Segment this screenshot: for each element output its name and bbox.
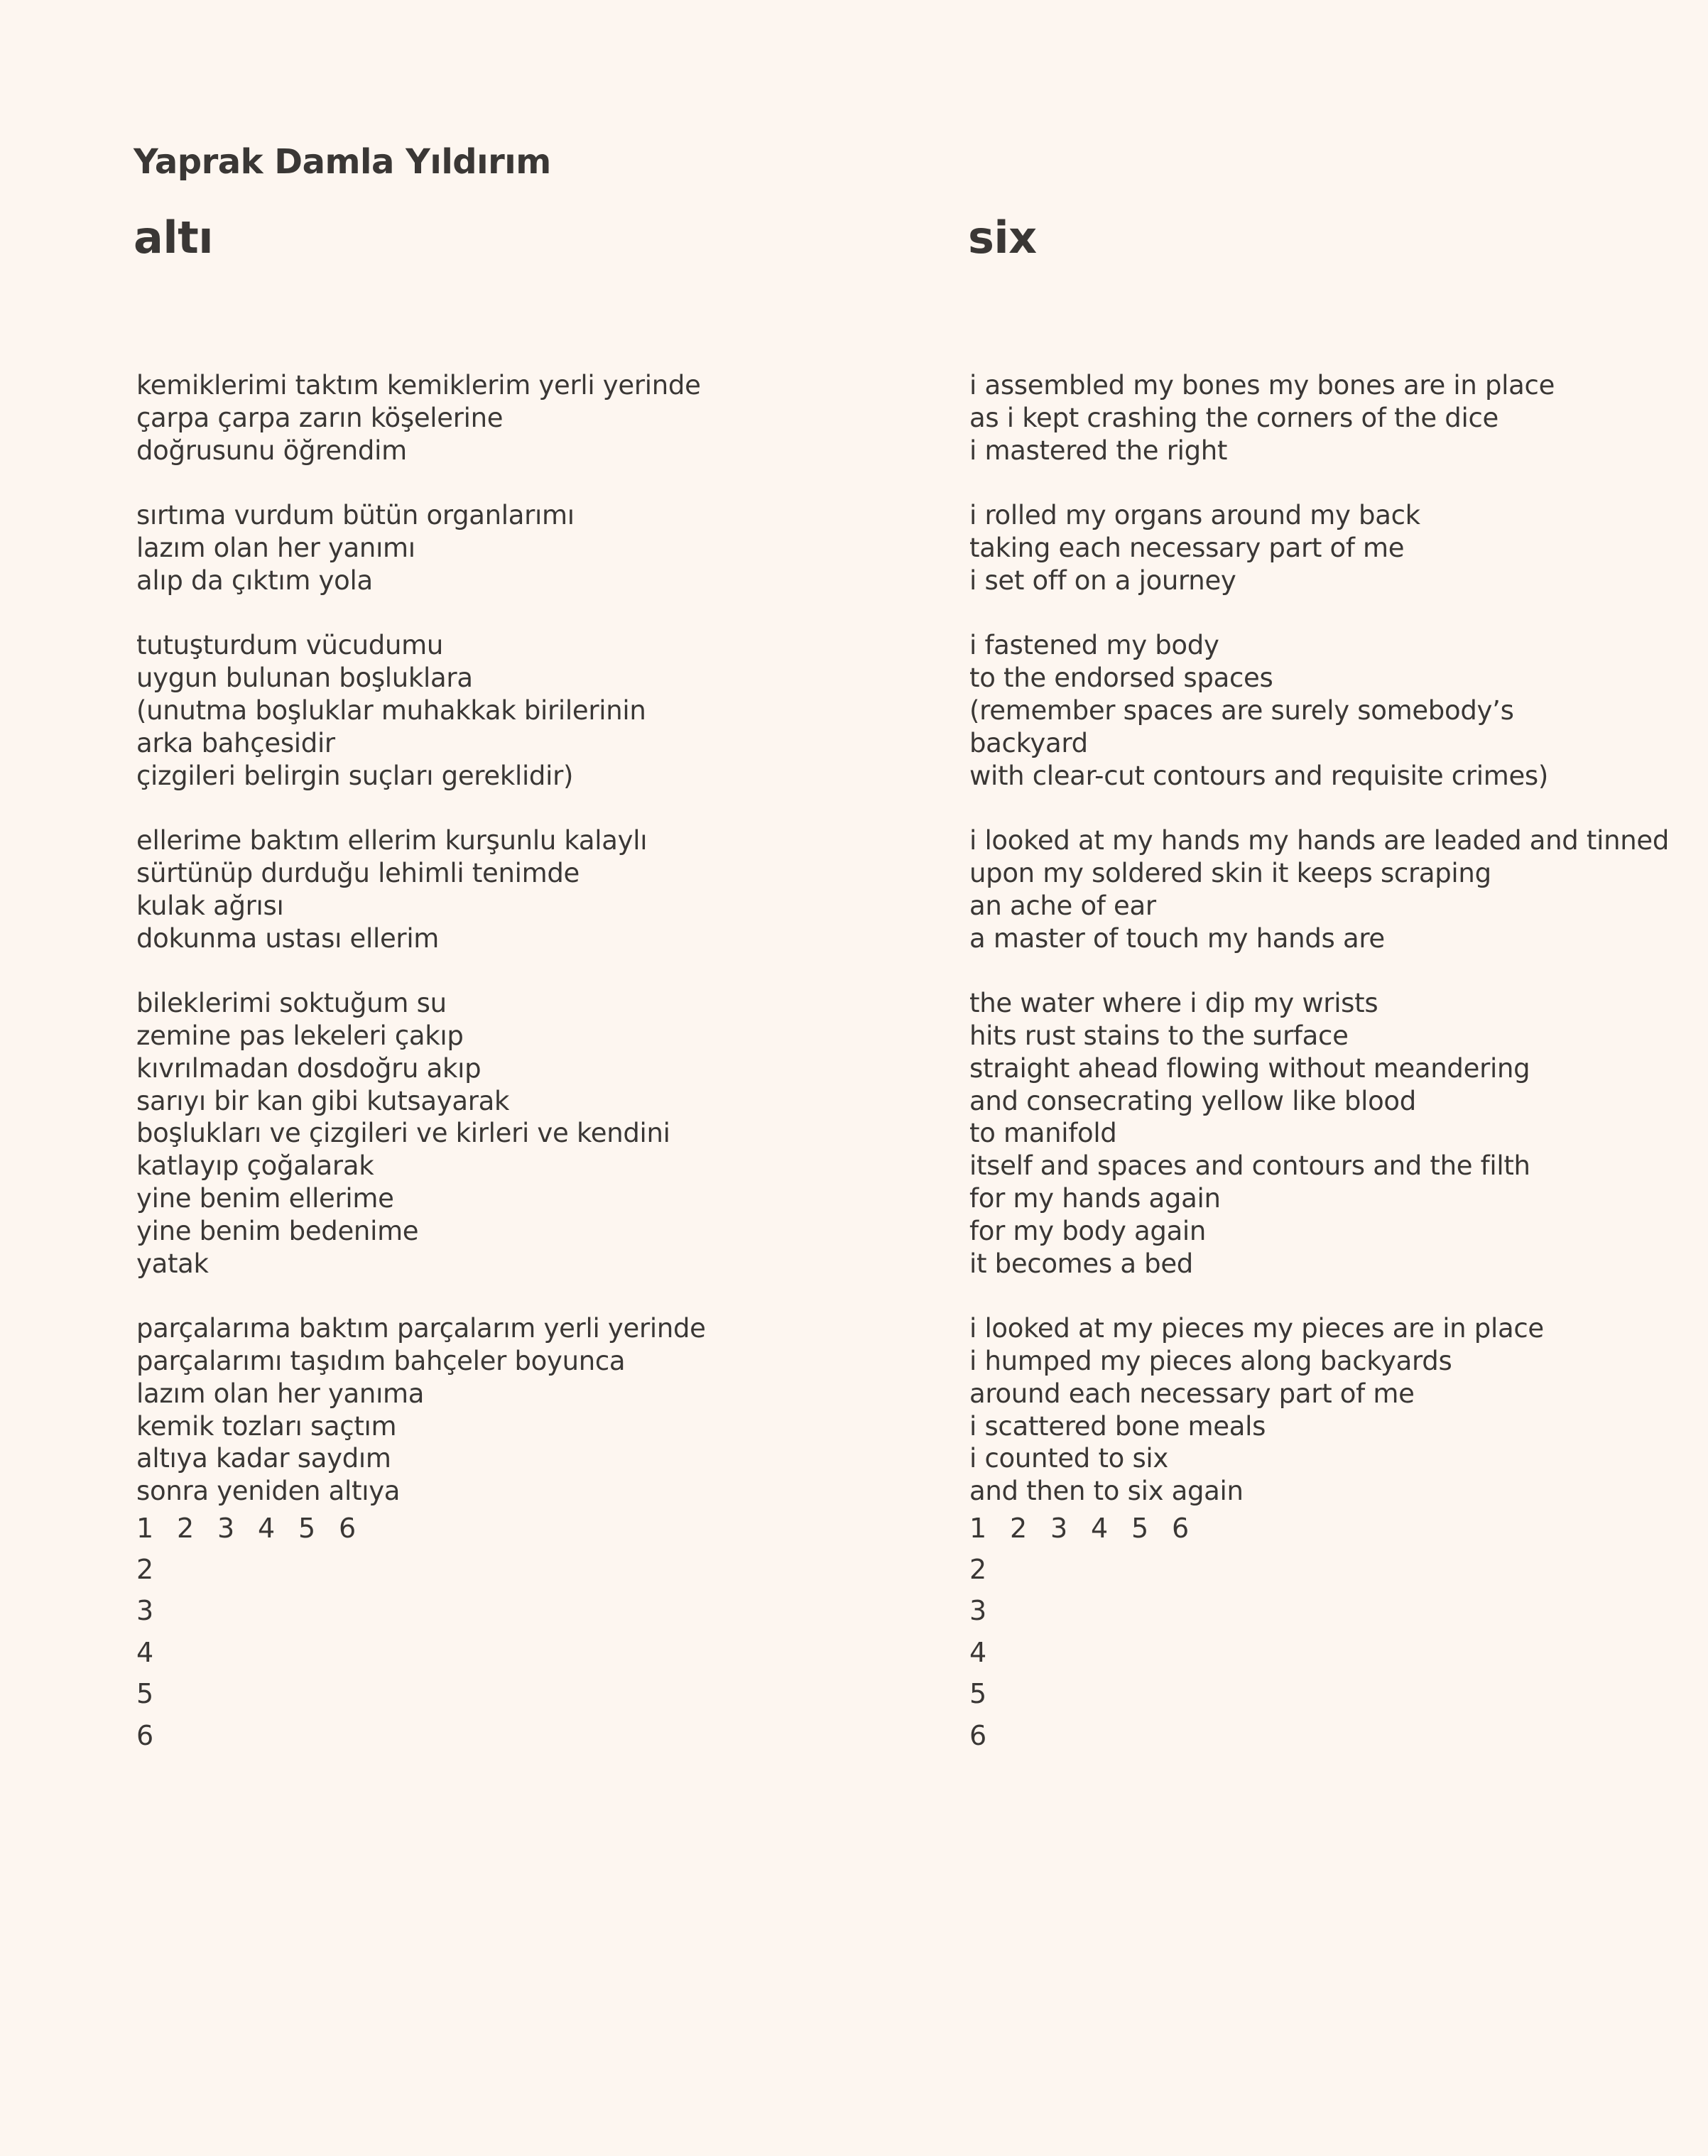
number-row	[136, 1508, 915, 1549]
poem-line: to manifold	[969, 1118, 1117, 1149]
poem-line: kulak ağrısı	[136, 890, 284, 921]
poem-line: kıvrılmadan dosdoğru akıp	[136, 1052, 482, 1084]
poem-line: for my hands again	[969, 1182, 1221, 1214]
poem-line: sırtıma vurdum bütün organlarımı	[136, 500, 575, 531]
number: 5	[969, 1678, 987, 1710]
stanza	[969, 499, 1708, 597]
poem-line: bileklerimi soktuğum su	[136, 988, 447, 1019]
poem-line: zemine pas lekeleri çakıp	[136, 1020, 464, 1051]
number-row	[969, 1508, 1708, 1549]
turkish-column	[134, 206, 915, 1756]
poem-line: itself and spaces and contours and the filth	[969, 1150, 1530, 1182]
poem-line: yine benim bedenime	[136, 1215, 419, 1246]
stanza	[969, 987, 1708, 1280]
stanza	[969, 824, 1708, 954]
stanza	[136, 1312, 915, 1508]
number: 2	[969, 1553, 987, 1585]
poem-line: and then to six again	[969, 1476, 1244, 1507]
poem-line: kemiklerimi taktım kemiklerim yerli yerinde	[136, 370, 701, 401]
poem-line: taking each necessary part of me	[969, 532, 1405, 563]
poem-line: (remember spaces are surely somebody’s	[969, 695, 1514, 726]
poem-line: doğrusunu öğrendim	[136, 435, 407, 466]
poem-line: around each necessary part of me	[969, 1378, 1415, 1409]
poem-line: i looked at my pieces my pieces are in place	[969, 1313, 1544, 1344]
poem-line: sarıyı bir kan gibi kutsayarak	[136, 1085, 510, 1116]
number: 3	[969, 1595, 987, 1627]
poem-line: and consecrating yellow like blood	[969, 1085, 1416, 1116]
stanza	[969, 629, 1708, 792]
poem-line: lazım olan her yanımı	[136, 532, 415, 563]
poem-line: uygun bulunan boşluklara	[136, 663, 473, 694]
number: 2	[177, 1512, 195, 1544]
poem-line: i scattered bone meals	[969, 1410, 1266, 1442]
stanza	[136, 824, 915, 954]
stanza	[969, 1312, 1708, 1508]
stanza	[136, 499, 915, 597]
poem-line: the water where i dip my wrists	[969, 988, 1378, 1019]
number: 3	[136, 1595, 154, 1627]
number: 6	[969, 1719, 987, 1751]
poem-line: to the endorsed spaces	[969, 663, 1273, 694]
poem-line: yatak	[136, 1248, 209, 1279]
poem-line: backyard	[969, 727, 1088, 758]
number: 4	[136, 1636, 154, 1668]
poem-line: boşlukları ve çizgileri ve kirleri ve kendini	[136, 1118, 670, 1149]
poem-line: yine benim ellerime	[136, 1182, 394, 1214]
poem-line: ellerime baktım ellerim kurşunlu kalaylı	[136, 825, 648, 856]
poem-line: i looked at my hands my hands are leaded and tinned	[969, 825, 1670, 856]
number: 1	[969, 1512, 987, 1544]
stanza	[969, 369, 1708, 467]
stanza	[136, 369, 915, 467]
poem-line: arka bahçesidir	[136, 727, 335, 758]
poem-line: parçalarıma baktım parçalarım yerli yerinde	[136, 1313, 706, 1344]
poem-line: altıya kadar saydım	[136, 1443, 391, 1474]
poem-line: for my body again	[969, 1215, 1207, 1246]
number: 6	[1172, 1512, 1190, 1544]
poem-line: as i kept crashing the corners of the dice	[969, 402, 1498, 433]
poem-line: i assembled my bones my bones are in place	[969, 370, 1555, 401]
poem-line: sonra yeniden altıya	[136, 1476, 401, 1507]
number: 6	[136, 1719, 154, 1751]
poem-line: straight ahead flowing without meandering	[969, 1052, 1530, 1084]
number: 5	[136, 1678, 154, 1710]
poem-line: hits rust stains to the surface	[969, 1020, 1349, 1051]
poem-line: tutuşturdum vücudumu	[136, 630, 444, 661]
number: 5	[1131, 1512, 1149, 1544]
number: 3	[217, 1512, 235, 1544]
poem-line: katlayıp çoğalarak	[136, 1150, 374, 1182]
stanza	[136, 987, 915, 1280]
poem-line: i fastened my body	[969, 630, 1219, 661]
poem-line: i rolled my organs around my back	[969, 500, 1420, 531]
number: 4	[969, 1636, 987, 1668]
number: 1	[136, 1512, 154, 1544]
poem-title-turkish: altı	[134, 212, 213, 263]
poem-line: dokunma ustası ellerim	[136, 922, 440, 954]
poem-title-english: six	[968, 212, 1037, 263]
poem-line: an ache of ear	[969, 890, 1156, 921]
number: 2	[1010, 1512, 1028, 1544]
poem-line: i mastered the right	[969, 435, 1228, 466]
number: 4	[1091, 1512, 1109, 1544]
number: 2	[136, 1553, 154, 1585]
number: 3	[1050, 1512, 1068, 1544]
poem-line: kemik tozları saçtım	[136, 1410, 397, 1442]
poem-line: parçalarımı taşıdım bahçeler boyunca	[136, 1345, 626, 1376]
poem-line: i humped my pieces along backyards	[969, 1345, 1452, 1376]
poem-body-english	[969, 369, 1708, 1756]
english-column	[968, 206, 1708, 1756]
number: 5	[298, 1512, 316, 1544]
poem-line: sürtünüp durduğu lehimli tenimde	[136, 857, 580, 888]
stanza	[136, 629, 915, 792]
poem-line: a master of touch my hands are	[969, 922, 1385, 954]
poem-body-turkish	[136, 369, 915, 1756]
poem-line: i counted to six	[969, 1443, 1168, 1474]
poem-line: with clear-cut contours and requisite crimes)	[969, 760, 1549, 791]
number: 6	[339, 1512, 357, 1544]
number: 4	[258, 1512, 276, 1544]
poem-line: upon my soldered skin it keeps scraping	[969, 857, 1491, 888]
poem-line: it becomes a bed	[969, 1248, 1193, 1279]
author-name: Yaprak Damla Yıldırım	[134, 142, 551, 182]
poem-line: lazım olan her yanıma	[136, 1378, 425, 1409]
poem-line: i set off on a journey	[969, 565, 1236, 596]
poem-line: (unutma boşluklar muhakkak birilerinin	[136, 695, 646, 726]
poem-line: alıp da çıktım yola	[136, 565, 373, 596]
poem-line: çizgileri belirgin suçları gereklidir)	[136, 760, 574, 791]
poem-line: çarpa çarpa zarın köşelerine	[136, 402, 504, 433]
